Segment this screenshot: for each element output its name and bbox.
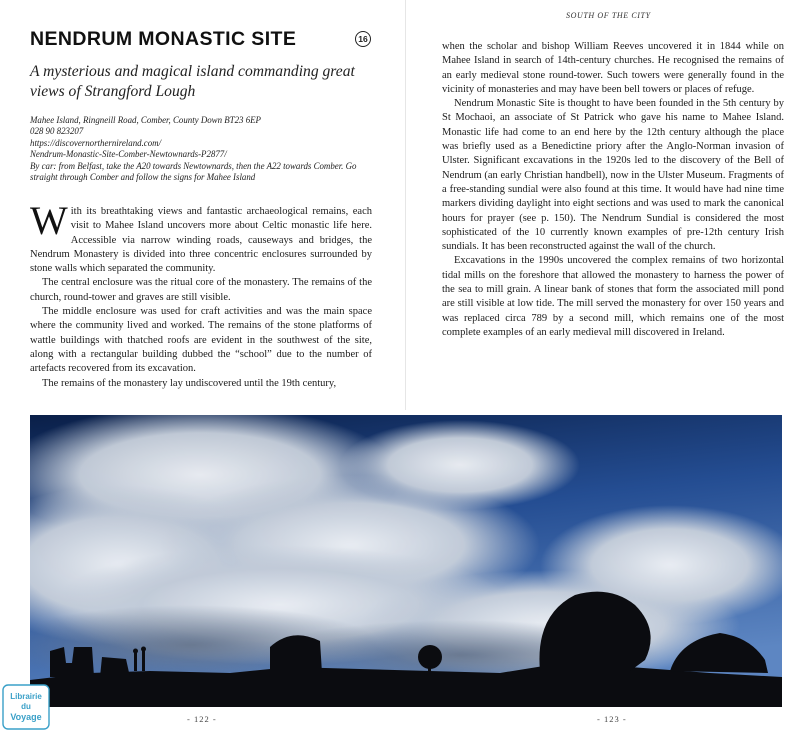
paragraph: The remains of the monastery lay undiscovered until the 19th century, bbox=[42, 377, 337, 389]
directions: By car: from Belfast, take the A20 towards Newtownards, then the A22 towards Comber. Go straight through Comber and follow the signs for Mahee Island bbox=[30, 160, 357, 183]
landscape-photo bbox=[30, 415, 782, 707]
paragraph: The central enclosure was the ritual core of the monastery. The remains of the church, round-tower and graves are still visible. bbox=[30, 277, 372, 303]
page-title: NENDRUM MONASTIC SITE bbox=[30, 28, 297, 50]
entry-number-badge: 16 bbox=[355, 31, 371, 47]
photo-illustration bbox=[30, 415, 782, 707]
logo-stamp bbox=[2, 684, 50, 730]
phone: 028 90 823207 bbox=[30, 126, 84, 137]
page-number-left: - 122 - bbox=[187, 714, 217, 724]
drop-cap: W bbox=[30, 198, 68, 243]
paragraph-text: ith its breathtaking views and fantastic archaeological remains, each visit to Mahee Island uncovers more about Celtic monastic life here. Accessible via narrow winding roads, causeways and bridges, the Nendrum Monastery is divided into three concentric enclosures surrounded by stone walls which separated the community. bbox=[30, 206, 372, 275]
librairie-du-voyage-logo bbox=[2, 684, 50, 730]
paragraph bbox=[30, 198, 372, 276]
page-number-right: - 123 - bbox=[597, 714, 627, 724]
svg-text:du: du bbox=[21, 702, 31, 711]
address: Mahee Island, Ringneill Road, Comber, County Down BT23 6EP bbox=[30, 115, 261, 125]
running-head: SOUTH OF THE CITY bbox=[566, 11, 651, 20]
left-column-text bbox=[30, 198, 372, 391]
subtitle: A mysterious and magical island commanding great views of Strangford Lough bbox=[30, 63, 355, 100]
website-link-line2[interactable]: Nendrum-Monastic-Site-Comber-Newtownards-P2877/ bbox=[30, 149, 227, 160]
paragraph: The middle enclosure was used for craft activities and was the main space where the community lived and worked. The remains of the stone platforms of wattle buildings with thatched roofs are evident in the southwest of the site, along with a rectangular building dubbed the “school” due to the number of artefacts recovered from its excavation. bbox=[30, 306, 372, 375]
paragraph: Nendrum Monastic Site is thought to have been founded in the 5th century by St Mochaoi, an associate of St Patrick who gave his name to Mahee Island. Monastic life had come to an end here by the 12th century although the place was briefly used as a Benedictine priory after the Anglo-Norman invasion of Ulster. Significant excavations in the 1920s led to the discovery of the Bell of Nendrum (an early Christian handbell), now in the Ulster Museum. Fragments of a free-standing sundial were also found at this time. It would have had nine time markers dividing daylight into eight sections and was used to mark the canonical hours for prayer (see p. 150). The Nendrum Sundial is considered the most sophisticated of the 10 currently known examples of pre-12th century Irish sundials. It has been reconstructed against the wall of the church. bbox=[442, 98, 784, 253]
svg-text:Librairie: Librairie bbox=[10, 692, 42, 701]
paragraph: Excavations in the 1990s uncovered the complex remains of two horizontal tidal mills on the foreshore that allowed the monastery to harness the power of the sea to mill grain. A linear bank of stones that form the associated mill pond are still visible at low tide. The mill served the monastery for over 150 years and was replaced circa 789 by a second mill, which remains one of the most complete examples of an early medieval mill discovered in Ireland. bbox=[442, 255, 784, 338]
practical-info bbox=[30, 115, 380, 183]
website-link-line1[interactable]: https://discovernorthernireland.com/ bbox=[30, 137, 162, 148]
paragraph: when the scholar and bishop William Reeves uncovered it in 1844 while on Mahee Island in search of 14th-century churches. He recognised the remains of an early medieval stone round-tower. Such towers were generally found in the vicinity of monasteries and may have been bell towers or places of refuge. bbox=[442, 41, 784, 95]
right-column-text bbox=[442, 40, 784, 340]
svg-text:Voyage: Voyage bbox=[10, 712, 42, 722]
